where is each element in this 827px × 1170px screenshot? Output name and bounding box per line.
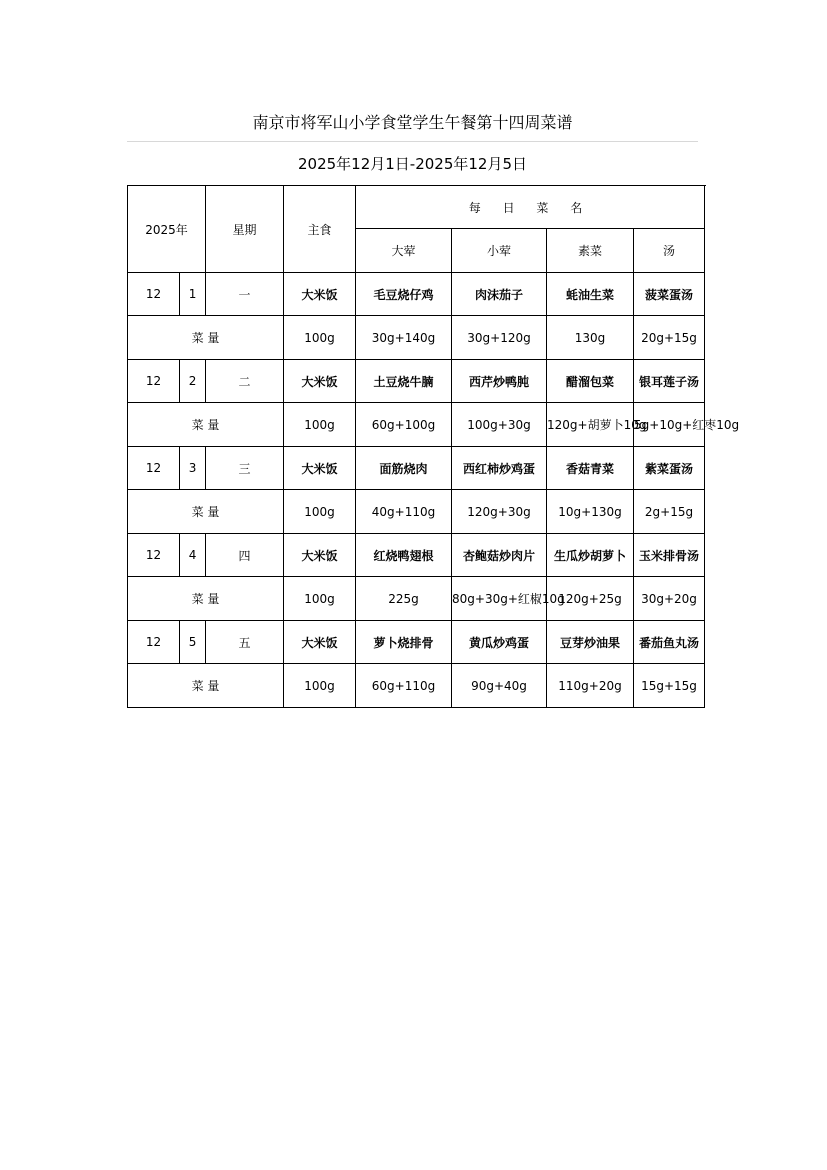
- dish-row: [128, 621, 705, 664]
- dish-row: [128, 360, 705, 403]
- dish-cell: 土豆烧牛腩: [356, 360, 452, 403]
- quantity-cell: 130g: [547, 316, 634, 360]
- quantity-cell: 10g+130g: [547, 490, 634, 534]
- weekday-cell: 三: [206, 447, 284, 490]
- weekday-cell: 二: [206, 360, 284, 403]
- quantity-cell: 120g+胡萝卜10g: [547, 403, 634, 447]
- dish-cell: 豆芽炒油果: [547, 621, 634, 664]
- daily-dishes-header: 每 日 菜 名: [356, 186, 705, 229]
- month-cell: 12: [128, 534, 180, 577]
- quantity-cell: 30g+120g: [452, 316, 547, 360]
- quantity-row: [128, 316, 705, 360]
- dish-cell: 西红柿炒鸡蛋: [452, 447, 547, 490]
- day-cell: 1: [180, 273, 206, 316]
- quantity-cell: 40g+110g: [356, 490, 452, 534]
- weekday-cell: 五: [206, 621, 284, 664]
- quantity-cell: 100g+30g: [452, 403, 547, 447]
- staple-cell: 大米饭: [284, 273, 356, 316]
- staple-quantity-cell: 100g: [284, 577, 356, 621]
- quantity-label: 菜 量: [128, 490, 284, 534]
- quantity-row: [128, 664, 705, 708]
- menu-table: [127, 185, 740, 708]
- date-range: 2025年12月1日-2025年12月5日: [297, 155, 528, 173]
- dish-cell: 菠菜蛋汤: [634, 273, 705, 316]
- month-cell: 12: [128, 621, 180, 664]
- dish-cell: 红烧鸭翅根: [356, 534, 452, 577]
- quantity-label: 菜 量: [128, 316, 284, 360]
- staple-quantity-cell: 100g: [284, 316, 356, 360]
- month-cell: 12: [128, 360, 180, 403]
- dish-cell: 蚝油生菜: [547, 273, 634, 316]
- page-title: 南京市将军山小学食堂学生午餐第十四周菜谱: [127, 102, 698, 142]
- dish-cell: 萝卜烧排骨: [356, 621, 452, 664]
- quantity-cell: 5g+10g+红枣10g: [634, 403, 705, 447]
- dish-cell: 番茄鱼丸汤: [634, 621, 705, 664]
- quantity-label: 菜 量: [128, 664, 284, 708]
- dish-cell: 银耳莲子汤: [634, 360, 705, 403]
- quantity-cell: 30g+20g: [634, 577, 705, 621]
- dish-cell: 面筋烧肉: [356, 447, 452, 490]
- month-cell: 12: [128, 273, 180, 316]
- dish-cell: 玉米排骨汤: [634, 534, 705, 577]
- quantity-cell: 80g+30g+红椒10g: [452, 577, 547, 621]
- weekday-cell: 四: [206, 534, 284, 577]
- quantity-cell: 20g+15g: [634, 316, 705, 360]
- weekday-cell: 一: [206, 273, 284, 316]
- staple-quantity-cell: 100g: [284, 490, 356, 534]
- menu-sheet: [127, 102, 740, 708]
- staple-cell: 大米饭: [284, 534, 356, 577]
- year-header: 2025年: [128, 186, 206, 273]
- dish-row: [128, 534, 705, 577]
- quantity-cell: 225g: [356, 577, 452, 621]
- dish-cell: 杏鲍菇炒肉片: [452, 534, 547, 577]
- dish-cell: 肉沫茄子: [452, 273, 547, 316]
- quantity-row: [128, 577, 705, 621]
- day-cell: 2: [180, 360, 206, 403]
- staple-header: 主食: [284, 186, 356, 273]
- quantity-cell: 120g+30g: [452, 490, 547, 534]
- quantity-cell: 30g+140g: [356, 316, 452, 360]
- quantity-cell: 2g+15g: [634, 490, 705, 534]
- dish-row: [128, 273, 705, 316]
- dish-cell: 紫菜蛋汤: [634, 447, 705, 490]
- quantity-cell: 15g+15g: [634, 664, 705, 708]
- staple-cell: 大米饭: [284, 621, 356, 664]
- day-cell: 3: [180, 447, 206, 490]
- dish-row: [128, 447, 705, 490]
- dish-cell: 西芹炒鸭肫: [452, 360, 547, 403]
- staple-cell: 大米饭: [284, 360, 356, 403]
- staple-quantity-cell: 100g: [284, 664, 356, 708]
- column-header-soup: 汤: [634, 229, 705, 273]
- quantity-label: 菜 量: [128, 577, 284, 621]
- dish-cell: 香菇青菜: [547, 447, 634, 490]
- column-header-big-meat: 大荤: [356, 229, 452, 273]
- day-cell: 4: [180, 534, 206, 577]
- dish-cell: 毛豆烧仔鸡: [356, 273, 452, 316]
- day-cell: 5: [180, 621, 206, 664]
- quantity-row: [128, 490, 705, 534]
- column-header-vegetable: 素菜: [547, 229, 634, 273]
- staple-quantity-cell: 100g: [284, 403, 356, 447]
- quantity-cell: 110g+20g: [547, 664, 634, 708]
- quantity-cell: 60g+100g: [356, 403, 452, 447]
- dish-cell: 醋溜包菜: [547, 360, 634, 403]
- quantity-label: 菜 量: [128, 403, 284, 447]
- quantity-cell: 90g+40g: [452, 664, 547, 708]
- month-cell: 12: [128, 447, 180, 490]
- quantity-cell: 120g+25g: [547, 577, 634, 621]
- column-header-small-meat: 小荤: [452, 229, 547, 273]
- dish-cell: 黄瓜炒鸡蛋: [452, 621, 547, 664]
- quantity-row: [128, 403, 705, 447]
- weekday-header: 星期: [206, 186, 284, 273]
- quantity-cell: 60g+110g: [356, 664, 452, 708]
- dish-cell: 生瓜炒胡萝卜: [547, 534, 634, 577]
- staple-cell: 大米饭: [284, 447, 356, 490]
